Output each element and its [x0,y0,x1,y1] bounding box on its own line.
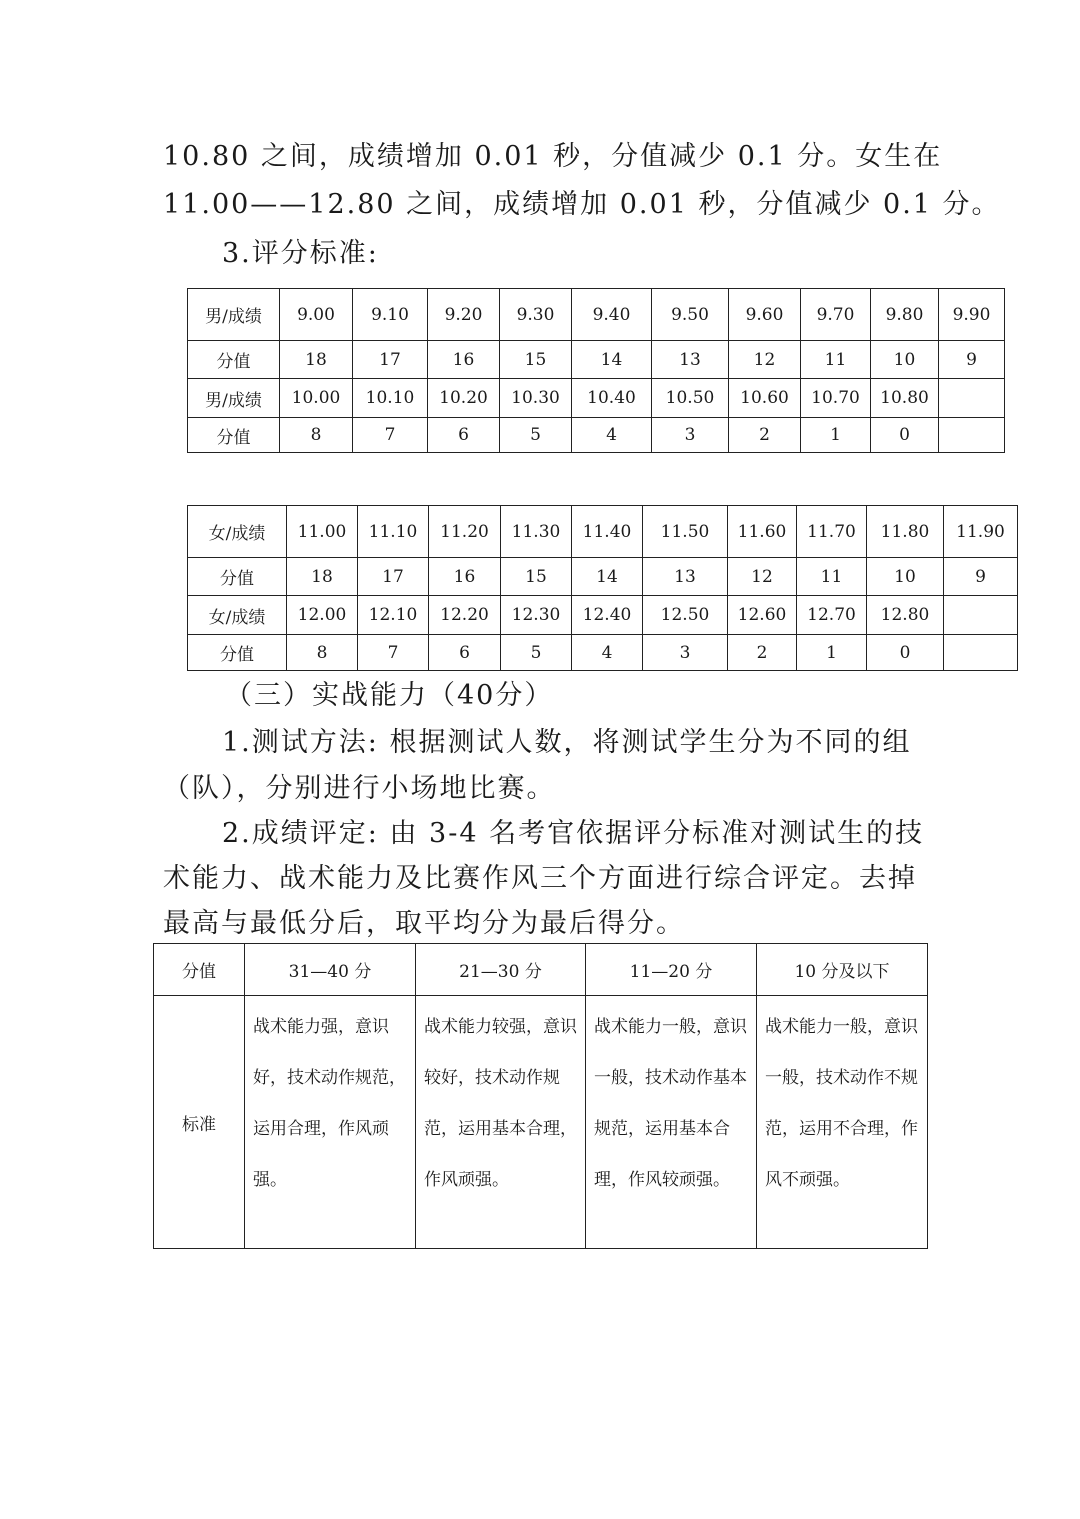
table-header-cell: 10 分及以下 [757,944,928,996]
table-cell: 11.20 [429,506,501,558]
table-cell: 12.30 [501,596,572,635]
table-cell: 9.10 [353,289,428,341]
table-header-cell: 21—30 分 [416,944,586,996]
table-cell: 分值 [188,341,280,379]
table-row [188,506,1018,558]
table-row [188,418,1005,453]
table-cell: 8 [280,418,353,453]
table-cell: 9 [939,341,1005,379]
table-cell: 1 [797,635,867,671]
paragraph-line: 11.00——12.80 之间，成绩增加 0.01 秒，分值减少 0.1 分。 [163,189,1001,220]
table-cell: 11.50 [643,506,728,558]
table-row [188,596,1018,635]
table-cell: 5 [500,418,572,453]
table-cell: 14 [572,558,643,596]
table-row [188,379,1005,418]
table-cell: 8 [287,635,358,671]
table-cell: 女/成绩 [188,596,287,635]
table-cell: 10 [867,558,944,596]
table-cell: 9.30 [500,289,572,341]
paragraph-line: 最高与最低分后，取平均分为最后得分。 [163,908,685,939]
criteria-description: 战术能力一般，意识一般，技术动作基本规范，运用基本合理，作风较顽强。 [586,996,757,1249]
table-cell: 11.40 [572,506,643,558]
paragraph-line: 2.成绩评定: 由 3-4 名考官依据评分标准对测试生的技 [222,818,925,849]
table-cell: 13 [643,558,728,596]
table-cell: 10.10 [353,379,428,418]
table-cell: 9.20 [428,289,500,341]
table-cell: 12.50 [643,596,728,635]
table-row [188,289,1005,341]
table-cell: 17 [358,558,429,596]
table-row [188,558,1018,596]
table-cell: 15 [501,558,572,596]
table-cell: 9.60 [729,289,801,341]
table-cell: 10 [871,341,939,379]
criteria-description: 战术能力强，意识好，技术动作规范，运用合理，作风顽强。 [245,996,416,1249]
criteria-table [153,943,928,1249]
table-cell: 10.40 [572,379,652,418]
table-cell: 18 [280,341,353,379]
row-label: 标准 [154,996,245,1249]
table-cell: 男/成绩 [188,379,280,418]
table-cell: 2 [728,635,797,671]
table-cell [939,418,1005,453]
paragraph-line: 术能力、战术能力及比赛作风三个方面进行综合评定。去掉 [163,863,917,894]
table-cell [939,379,1005,418]
table-header-cell: 31—40 分 [245,944,416,996]
table-cell: 10.80 [871,379,939,418]
table-cell: 11.90 [944,506,1018,558]
table-cell: 6 [428,418,500,453]
table-cell: 12 [728,558,797,596]
table-header-cell: 分值 [154,944,245,996]
criteria-description: 战术能力一般，意识一般，技术动作不规范，运用不合理，作风不顽强。 [757,996,928,1249]
table-cell: 分值 [188,558,287,596]
table-cell: 3 [652,418,729,453]
table-cell: 0 [867,635,944,671]
criteria-description: 战术能力较强，意识较好，技术动作规范，运用基本合理，作风顽强。 [416,996,586,1249]
table-cell: 9.50 [652,289,729,341]
table-cell: 9.70 [801,289,871,341]
table-cell: 分值 [188,418,280,453]
table-cell: 11.80 [867,506,944,558]
paragraph-line: 10.80 之间，成绩增加 0.01 秒，分值减少 0.1 分。女生在 [163,141,943,172]
female-score-table [187,505,1018,671]
table-cell: 男/成绩 [188,289,280,341]
table-cell: 11.30 [501,506,572,558]
table-cell: 12.70 [797,596,867,635]
table-row [188,635,1018,671]
table-cell: 12.20 [429,596,501,635]
table-cell: 9.00 [280,289,353,341]
table-cell: 10.50 [652,379,729,418]
paragraph-line: 1.测试方法: 根据测试人数，将测试学生分为不同的组 [222,727,912,758]
table-cell: 11.60 [728,506,797,558]
table-cell: 12 [729,341,801,379]
table-cell: 7 [358,635,429,671]
table-cell: 11 [797,558,867,596]
section-heading: （三）实战能力（40分） [225,680,554,711]
table-cell: 3 [643,635,728,671]
table-header-row [154,944,928,996]
table-cell: 14 [572,341,652,379]
table-cell [944,596,1018,635]
male-score-table [187,288,1005,453]
table-cell: 11.10 [358,506,429,558]
table-cell: 16 [429,558,501,596]
table-cell: 10.70 [801,379,871,418]
section-heading: 3.评分标准: [222,238,379,269]
table-cell: 12.10 [358,596,429,635]
table-cell: 4 [572,418,652,453]
table-cell: 15 [500,341,572,379]
table-cell: 17 [353,341,428,379]
table-cell: 2 [729,418,801,453]
table-cell: 12.40 [572,596,643,635]
table-cell: 12.00 [287,596,358,635]
table-cell: 女/成绩 [188,506,287,558]
table-cell: 9.80 [871,289,939,341]
table-cell: 1 [801,418,871,453]
table-cell: 10.00 [280,379,353,418]
table-cell: 9.40 [572,289,652,341]
table-cell: 10.30 [500,379,572,418]
table-cell: 分值 [188,635,287,671]
table-row [154,996,928,1249]
table-header-cell: 11—20 分 [586,944,757,996]
table-cell: 10.60 [729,379,801,418]
table-cell: 7 [353,418,428,453]
table-cell: 13 [652,341,729,379]
table-cell: 18 [287,558,358,596]
table-cell [944,635,1018,671]
table-row [188,341,1005,379]
table-cell: 10.20 [428,379,500,418]
table-cell: 5 [501,635,572,671]
table-cell: 12.60 [728,596,797,635]
table-cell: 16 [428,341,500,379]
table-cell: 11 [801,341,871,379]
table-cell: 11.70 [797,506,867,558]
table-cell: 6 [429,635,501,671]
paragraph-line: （队），分别进行小场地比赛。 [163,773,556,804]
table-cell: 12.80 [867,596,944,635]
table-cell: 0 [871,418,939,453]
table-cell: 4 [572,635,643,671]
table-cell: 11.00 [287,506,358,558]
table-cell: 9.90 [939,289,1005,341]
table-cell: 9 [944,558,1018,596]
